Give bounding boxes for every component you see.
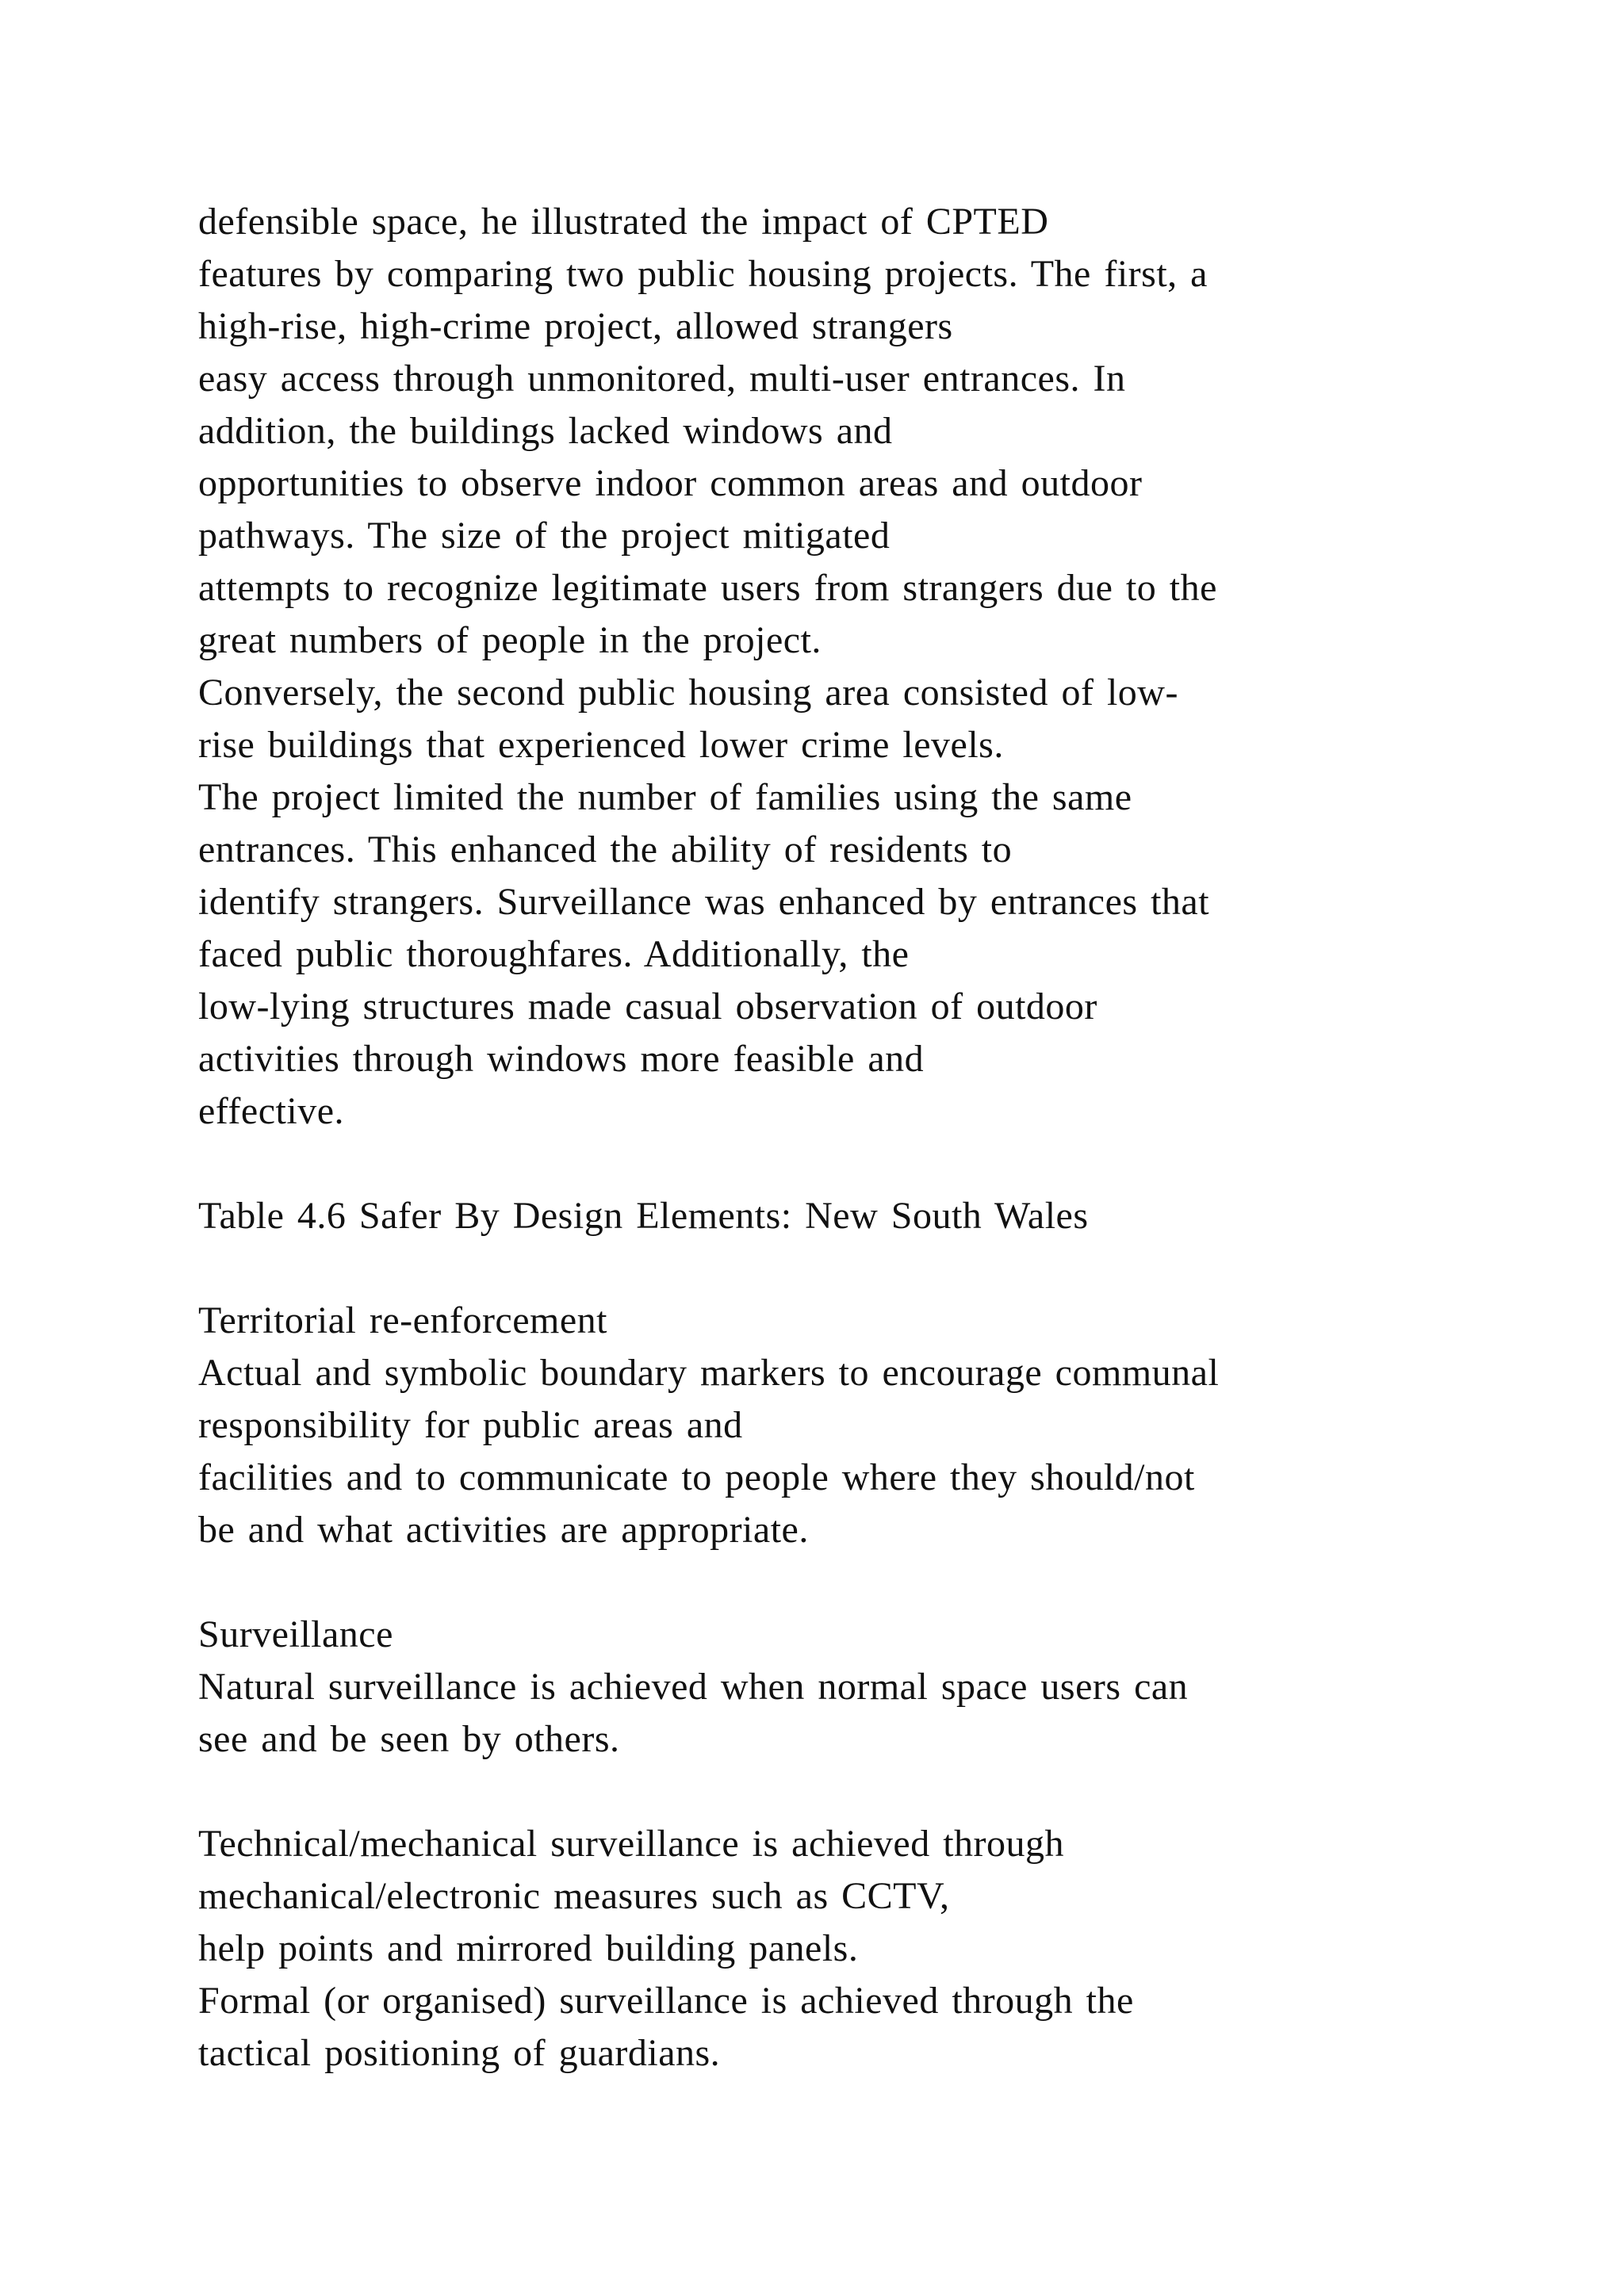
blank-line [198,1242,1435,1295]
text-line: addition, the buildings lacked windows and [198,410,893,452]
text-line: Formal (or organised) surveillance is achieved through the [198,1980,1134,2022]
section-heading: Territorial re-enforcement [198,1299,608,1341]
section-heading: Surveillance [198,1613,393,1655]
text-line: faced public thoroughfares. Additionally, the [198,933,910,975]
text-line: low-lying structures made casual observation of outdoor [198,985,1097,1027]
text-line: facilities and to communicate to people where they should/not [198,1456,1195,1498]
text-line: defensible space, he illustrated the impact of CPTED [198,201,1049,243]
text-line: be and what activities are appropriate. [198,1509,809,1551]
text-line: pathways. The size of the project mitigated [198,515,891,557]
text-line: attempts to recognize legitimate users from strangers due to the [198,567,1217,609]
text-line: effective. [198,1090,344,1132]
text-line: The project limited the number of families using the same [198,776,1132,818]
text-line: easy access through unmonitored, multi-user entrances. In [198,358,1126,400]
blank-line [198,1556,1435,1609]
document-page [198,196,1435,2080]
text-line: entrances. This enhanced the ability of residents to [198,828,1013,871]
text-line: rise buildings that experienced lower crime levels. [198,724,1004,766]
text-line: identify strangers. Surveillance was enhanced by entrances that [198,881,1210,923]
text-line: responsibility for public areas and [198,1404,743,1446]
text-line: see and be seen by others. [198,1718,620,1760]
blank-line [198,1766,1435,1818]
text-line: great numbers of people in the project. [198,619,822,661]
text-line: tactical positioning of guardians. [198,2032,721,2074]
text-line: Technical/mechanical surveillance is achieved through [198,1823,1065,1865]
text-line: Actual and symbolic boundary markers to encourage communal [198,1352,1220,1394]
text-line: high-rise, high-crime project, allowed strangers [198,305,953,347]
text-line: activities through windows more feasible and [198,1038,925,1080]
text-line: opportunities to observe indoor common areas and outdoor [198,462,1143,504]
text-line: mechanical/electronic measures such as CCTV, [198,1875,950,1917]
blank-line [198,1138,1435,1190]
text-line: Natural surveillance is achieved when normal space users can [198,1666,1189,1708]
text-line: help points and mirrored building panels. [198,1927,859,1969]
text-line: Conversely, the second public housing area consisted of low- [198,672,1178,714]
text-line: features by comparing two public housing projects. The first, a [198,253,1208,295]
table-caption: Table 4.6 Safer By Design Elements: New South Wales [198,1195,1089,1237]
